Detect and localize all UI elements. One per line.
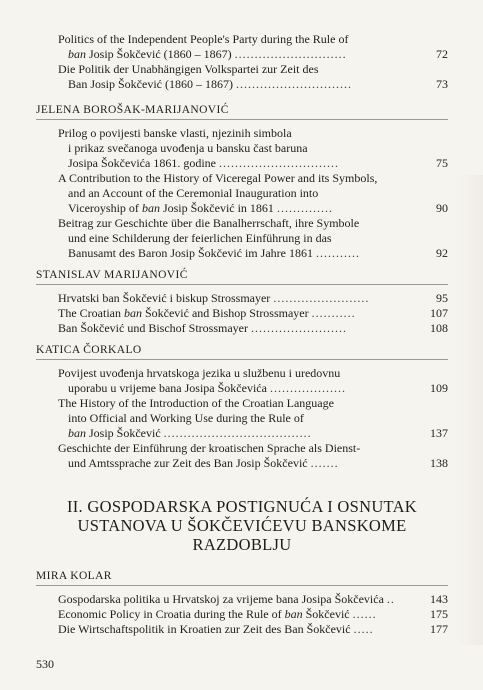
entry-title-line: i prikaz svečanoga uvođenja u bansku čast baruna bbox=[68, 141, 308, 155]
entry-title-line: and an Account of the Ceremonial Inauguration into bbox=[68, 186, 319, 200]
toc-entry bbox=[36, 396, 448, 441]
entry-page: 138 bbox=[430, 456, 448, 470]
toc-entry bbox=[36, 62, 448, 92]
entry-page: 92 bbox=[436, 246, 448, 260]
entry-page: 95 bbox=[436, 291, 448, 305]
toc-entry bbox=[36, 306, 448, 321]
entry-title-line: Prilog o povijesti banske vlasti, njezinih simbola bbox=[58, 126, 292, 140]
entry-page: 137 bbox=[430, 426, 448, 440]
toc-entry bbox=[36, 622, 448, 637]
toc-entry bbox=[36, 216, 448, 261]
entry-page: 75 bbox=[436, 156, 448, 170]
entry-title-line: Povijest uvođenja hrvatskoga jezika u službenu i uredovnu bbox=[58, 366, 341, 380]
entry-page: 73 bbox=[436, 77, 448, 91]
toc-entry bbox=[36, 366, 448, 396]
entry-title-line: Viceroyship of ban Josip Šokčević in 1861 .............. bbox=[68, 201, 333, 215]
section-heading-line: II. GOSPODARSKA POSTIGNUĆA I OSNUTAK bbox=[66, 497, 418, 516]
entry-title-line: Gospodarska politika u Hrvatskoj za vrijeme bana Josipa Šokčevića .. bbox=[58, 592, 395, 606]
entry-title-line: The History of the Introduction of the Croatian Language bbox=[58, 396, 334, 410]
toc-entry bbox=[36, 32, 448, 62]
table-of-contents bbox=[36, 32, 448, 637]
entry-title-line: Beitrag zur Geschichte über die Banalherrschaft, ihre Symbole bbox=[58, 216, 360, 230]
entry-title-line: Die Politik der Unabhängigen Volkspartei zur Zeit des bbox=[58, 62, 319, 76]
toc-entry bbox=[36, 441, 448, 471]
toc-entry bbox=[36, 171, 448, 216]
entry-page: 109 bbox=[430, 381, 448, 395]
entry-title-line: The Croatian ban Šokčević and Bishop Strossmayer ........... bbox=[58, 306, 356, 320]
entry-page: 177 bbox=[430, 622, 448, 636]
entry-page: 72 bbox=[436, 47, 448, 61]
section-heading-line: USTANOVA U ŠOKČEVIĆEVU BANSKOME bbox=[77, 516, 407, 535]
entry-title-line: Banusamt des Baron Josip Šokčević im Jahre 1861 ........... bbox=[68, 246, 360, 260]
entry-page: 90 bbox=[436, 201, 448, 215]
entry-title-line: Geschichte der Einführung der kroatischen Sprache als Dienst- bbox=[58, 441, 361, 455]
author-name: STANISLAV MARIJANOVIĆ bbox=[36, 269, 188, 281]
divider bbox=[36, 119, 448, 120]
page-number: 530 bbox=[36, 657, 54, 671]
entry-title-line: Josipa Šokčevića 1861. godine .............................. bbox=[68, 156, 339, 170]
toc-entry bbox=[36, 321, 448, 336]
section-heading bbox=[36, 497, 448, 554]
entry-page: 108 bbox=[430, 321, 448, 335]
entry-title-line: A Contribution to the History of Viceregal Power and its Symbols, bbox=[58, 171, 378, 185]
italic-word: ban bbox=[68, 47, 86, 61]
author-name: JELENA BOROŠAK-MARIJANOVIĆ bbox=[36, 104, 229, 116]
entry-title-line: ban Josip Šokčević (1860 – 1867) ............................ bbox=[68, 47, 347, 61]
toc-entry bbox=[36, 607, 448, 622]
entry-title-line: ban Josip Šokčević ..................................... bbox=[68, 426, 312, 440]
toc-entry bbox=[36, 126, 448, 171]
author-name: KATICA ČORKALO bbox=[36, 344, 142, 356]
author-name: MIRA KOLAR bbox=[36, 570, 112, 582]
entry-title-line: Politics of the Independent People's Party during the Rule of bbox=[58, 32, 349, 46]
entry-title-line: Ban Šokčević und Bischof Strossmayer ........................ bbox=[58, 321, 347, 335]
divider bbox=[36, 585, 448, 586]
entry-title-line: into Official and Working Use during the Rule of bbox=[68, 411, 304, 425]
entry-page: 107 bbox=[430, 306, 448, 320]
facing-page-shadow bbox=[457, 175, 483, 645]
entry-title-line: Economic Policy in Croatia during the Rule of ban Šokčević ...... bbox=[58, 607, 377, 621]
entry-title-line: Ban Josip Šokčević (1860 – 1867) ............................. bbox=[68, 77, 352, 91]
divider bbox=[36, 284, 448, 285]
entry-page: 175 bbox=[430, 607, 448, 621]
entry-title-line: und Amtssprache zur Zeit des Ban Josip Šokčević ....... bbox=[68, 456, 339, 470]
entry-title-line: Die Wirtschaftspolitik in Kroatien zur Zeit des Ban Šokčević ..... bbox=[58, 622, 374, 636]
entry-title-line: uporabu u vrijeme bana Josipa Šokčevića ................... bbox=[68, 381, 346, 395]
entry-title-line: Hrvatski ban Šokčević i biskup Strossmayer ........................ bbox=[58, 291, 370, 305]
entry-page: 143 bbox=[430, 592, 448, 606]
entry-title-line: und eine Schilderung der feierlichen Einführung in das bbox=[68, 231, 332, 245]
divider bbox=[36, 359, 448, 360]
toc-entry bbox=[36, 291, 448, 306]
toc-entry bbox=[36, 592, 448, 607]
section-heading-line: RAZDOBLJU bbox=[192, 535, 292, 554]
